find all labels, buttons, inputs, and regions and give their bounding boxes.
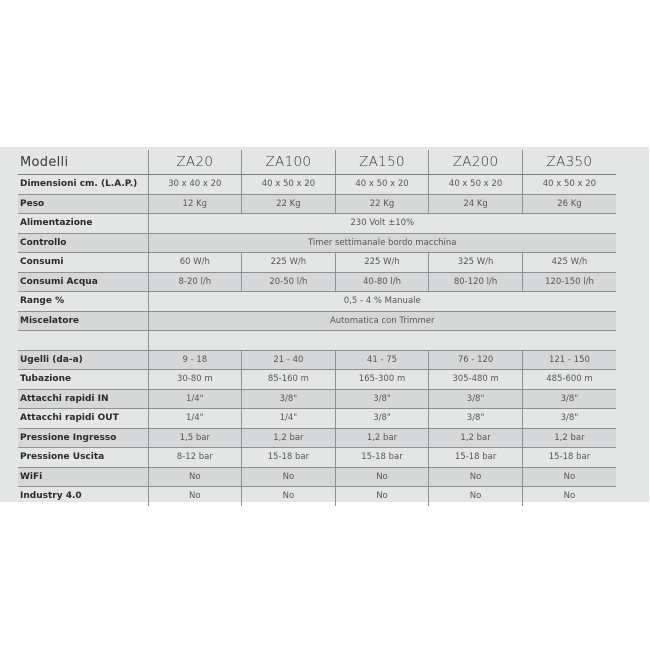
row-label: Range % — [18, 292, 148, 312]
cell: 80-120 l/h — [429, 272, 523, 292]
cell: 3/8" — [335, 389, 429, 409]
table-row — [18, 253, 616, 273]
table-row — [18, 194, 616, 214]
row-label: Attacchi rapidi OUT — [18, 409, 148, 429]
cell: 60 W/h — [148, 253, 242, 273]
cell: 3/8" — [522, 389, 616, 409]
table-row — [18, 487, 616, 506]
row-label: Consumi — [18, 253, 148, 273]
row-label: Peso — [18, 194, 148, 214]
table-row — [18, 389, 616, 409]
cell: 120-150 l/h — [522, 272, 616, 292]
span-cell — [148, 331, 616, 351]
cell: 1,2 bar — [522, 428, 616, 448]
cell: 12 Kg — [148, 194, 242, 214]
span-cell: 0,5 - 4 % Manuale — [148, 292, 616, 312]
row-label: Controllo — [18, 233, 148, 253]
model-za200: ZA200 — [429, 150, 523, 175]
cell: 22 Kg — [335, 194, 429, 214]
cell: 9 - 18 — [148, 350, 242, 370]
cell: 325 W/h — [429, 253, 523, 273]
cell: 3/8" — [242, 389, 336, 409]
cell: 22 Kg — [242, 194, 336, 214]
cell: 15-18 bar — [335, 448, 429, 468]
cell: 225 W/h — [335, 253, 429, 273]
model-za100: ZA100 — [242, 150, 336, 175]
table-row — [18, 428, 616, 448]
cell: 3/8" — [522, 409, 616, 429]
cell: 15-18 bar — [242, 448, 336, 468]
cell: 1,2 bar — [242, 428, 336, 448]
cell: No — [522, 467, 616, 487]
model-za350: ZA350 — [522, 150, 616, 175]
cell: 85-160 m — [242, 370, 336, 390]
cell: 8-12 bar — [148, 448, 242, 468]
cell: 3/8" — [335, 409, 429, 429]
cell: No — [242, 487, 336, 506]
row-label: Industry 4.0 — [20, 491, 82, 502]
cell: 3/8" — [429, 389, 523, 409]
cell: 40 x 50 x 20 — [242, 175, 336, 195]
cell: 40 x 50 x 20 — [335, 175, 429, 195]
table-row — [18, 175, 616, 195]
table-row — [18, 233, 616, 253]
table-row — [18, 311, 616, 331]
cell: No — [335, 467, 429, 487]
row-label: Ugelli (da-a) — [18, 350, 148, 370]
table-row — [18, 467, 616, 487]
cell: No — [148, 487, 242, 506]
cell: No — [335, 487, 429, 506]
row-label: Attacchi rapidi IN — [18, 389, 148, 409]
cell: 41 - 75 — [335, 350, 429, 370]
row-label: Consumi Acqua — [18, 272, 148, 292]
row-label: WiFi — [18, 467, 148, 487]
span-cell: 230 Volt ±10% — [148, 214, 616, 234]
cell: 1,2 bar — [335, 428, 429, 448]
row-label — [18, 331, 148, 351]
table-row-empty — [18, 331, 616, 351]
cell: 26 Kg — [522, 194, 616, 214]
row-label: Dimensioni cm. (L.A.P.) — [18, 175, 148, 195]
cell: 30-80 m — [148, 370, 242, 390]
models-label: Modelli — [18, 150, 148, 175]
cell: 225 W/h — [242, 253, 336, 273]
table-row — [18, 370, 616, 390]
cell: 485-600 m — [522, 370, 616, 390]
cell: 1/4" — [148, 409, 242, 429]
row-label: Pressione Uscita — [18, 448, 148, 468]
cell: 20-50 l/h — [242, 272, 336, 292]
cell: 30 x 40 x 20 — [148, 175, 242, 195]
cell: 1/4" — [242, 409, 336, 429]
cell: 76 - 120 — [429, 350, 523, 370]
row-label: Alimentazione — [18, 214, 148, 234]
cell: No — [429, 467, 523, 487]
row-label: Pressione Ingresso — [18, 428, 148, 448]
cell: No — [242, 467, 336, 487]
cell: 1,5 bar — [148, 428, 242, 448]
cell: No — [429, 487, 523, 506]
cell: 121 - 150 — [522, 350, 616, 370]
cell: 24 Kg — [429, 194, 523, 214]
cell: 40 x 50 x 20 — [429, 175, 523, 195]
cell: 15-18 bar — [522, 448, 616, 468]
cell: 1,2 bar — [429, 428, 523, 448]
cell: 15-18 bar — [429, 448, 523, 468]
cell: 3/8" — [429, 409, 523, 429]
span-cell: Timer settimanale bordo macchina — [148, 233, 616, 253]
cell: 165-300 m — [335, 370, 429, 390]
cell: 425 W/h — [522, 253, 616, 273]
header-row — [18, 150, 616, 175]
cell: No — [148, 467, 242, 487]
table-row — [18, 448, 616, 468]
table-row — [18, 292, 616, 312]
table-row — [18, 409, 616, 429]
model-za20: ZA20 — [148, 150, 242, 175]
table-row — [18, 272, 616, 292]
row-label: Tubazione — [18, 370, 148, 390]
cell: 40-80 l/h — [335, 272, 429, 292]
cell: 40 x 50 x 20 — [522, 175, 616, 195]
span-cell: Automatica con Trimmer — [148, 311, 616, 331]
table-row — [18, 214, 616, 234]
cell: No — [522, 487, 616, 506]
spec-table — [18, 150, 616, 506]
cell: 8-20 l/h — [148, 272, 242, 292]
cell: 1/4" — [148, 389, 242, 409]
cell: 305-480 m — [429, 370, 523, 390]
cell: 21 - 40 — [242, 350, 336, 370]
row-label: Miscelatore — [18, 311, 148, 331]
model-za150: ZA150 — [335, 150, 429, 175]
table-row — [18, 350, 616, 370]
